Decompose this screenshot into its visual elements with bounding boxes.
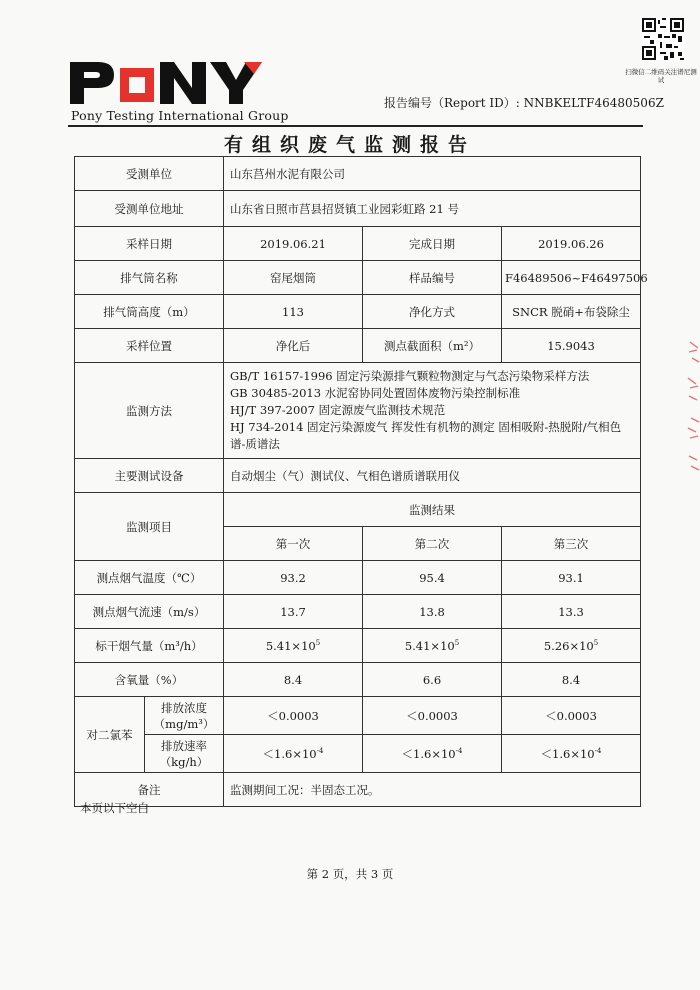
page-number: 第 2 页，共 3 页 [306,867,394,881]
cell-mantissa: ＜1.6×10 [262,746,317,761]
table-row [75,157,641,191]
table-row [75,227,641,261]
client-label: 受测单位 [75,157,224,191]
cell-exponent: 5 [454,638,460,647]
address-label: 受测单位地址 [75,191,224,227]
cell-exponent: -4 [455,746,463,755]
sample-no-label: 样品编号 [363,261,502,295]
conc-unit: （mg/m³） [153,716,215,731]
sampling-date: 2019.06.21 [224,227,363,261]
method-item: HJ/T 397-2007 固定源废气监测技术规范 [230,403,446,417]
run-header: 第三次 [502,527,641,561]
complete-date: 2019.06.26 [502,227,641,261]
result-label: 监测结果 [224,493,641,527]
row-label: 标干烟气量（m³/h） [75,629,224,663]
cell-value: 95.4 [363,561,502,595]
cell-exponent: -4 [316,746,324,755]
purify-label: 净化方式 [363,295,502,329]
cell-value: 13.8 [363,595,502,629]
cell-value: 8.4 [502,663,641,697]
table-row [75,663,641,697]
report-id: 报告编号（Report ID）: NNBKELTF46480506Z [384,96,664,110]
qr-caption: 扫微信二维码关注谱尼测试 [625,68,697,84]
cell-mantissa: 5.41×10 [404,638,455,653]
cell-mantissa: ＜1.6×10 [401,746,456,761]
header-divider [68,125,643,127]
cell-exponent: -4 [594,746,602,755]
row-label: 含氧量（%） [75,663,224,697]
stack-name: 窑尾烟筒 [224,261,363,295]
rate-unit: （kg/h） [159,754,209,769]
table-row [75,493,641,527]
run-header: 第二次 [363,527,502,561]
cell-value: 13.3 [502,595,641,629]
table-row [75,595,641,629]
cell-value: 93.2 [224,561,363,595]
method-list [224,363,641,459]
purify-value: SNCR 脱硝+布袋除尘 [502,295,641,329]
pollutant-label: 对二氯苯 [75,697,145,773]
table-row [75,191,641,227]
rate-label [145,735,224,773]
row-label: 测点烟气流速（m/s） [75,595,224,629]
table-row [75,329,641,363]
item-label: 监测项目 [75,493,224,561]
blank-below-note: 本页以下空白 [80,801,149,815]
table-row [75,561,641,595]
cell-value [502,735,641,773]
row-label: 测点烟气温度（℃） [75,561,224,595]
table-row [75,295,641,329]
cell-value: 8.4 [224,663,363,697]
cell-value: ＜0.0003 [363,697,502,735]
remark-label: 备注 [75,773,224,807]
table-row [75,629,641,663]
table-row [75,697,641,735]
company-name: Pony Testing International Group [71,108,289,123]
stack-height-label: 排气筒高度（m） [75,295,224,329]
table-row [75,735,641,773]
position-label: 采样位置 [75,329,224,363]
sampling-date-label: 采样日期 [75,227,224,261]
equipment-value: 自动烟尘（气）测试仪、气相色谱质谱联用仪 [224,459,641,493]
rate-label-line: 排放速率 [161,738,207,753]
sample-no: F46489506~F46497506 [502,261,641,295]
cell-value: 6.6 [363,663,502,697]
address-value: 山东省日照市莒县招贤镇工业园彩虹路 21 号 [224,191,641,227]
stack-name-label: 排气筒名称 [75,261,224,295]
area-label: 测点截面积（m²） [363,329,502,363]
table-row [75,261,641,295]
position-value: 净化后 [224,329,363,363]
cell-mantissa: ＜1.6×10 [540,746,595,761]
cell-value [224,629,363,663]
conc-label [145,697,224,735]
cell-exponent: 5 [315,638,321,647]
method-label: 监测方法 [75,363,224,459]
cell-value [502,629,641,663]
page-title: 有组织废气监测报告 [223,134,476,156]
table-row [75,459,641,493]
cell-value: 13.7 [224,595,363,629]
equipment-label: 主要测试设备 [75,459,224,493]
conc-label-line: 排放浓度 [161,700,207,715]
cell-value [363,629,502,663]
client-value: 山东莒州水泥有限公司 [224,157,641,191]
method-item: HJ 734-2014 固定污染源废气 挥发性有机物的测定 固相吸附-热脱附/气相色谱-质谱法 [230,420,622,451]
table-row [75,773,641,807]
method-item: GB 30485-2013 水泥窑协同处置固体废物污染控制标准 [230,386,521,400]
cell-exponent: 5 [593,638,599,647]
qr-code-icon [642,18,684,60]
remark-value: 监测期间工况：半固态工况。 [224,773,641,807]
seal-stamp-icon [684,338,700,478]
area-value: 15.9043 [502,329,641,363]
pony-logo-icon [68,60,268,106]
cell-value: ＜0.0003 [224,697,363,735]
run-header: 第一次 [224,527,363,561]
company-logo [68,60,289,130]
stack-height: 113 [224,295,363,329]
report-table [74,156,648,807]
cell-value: ＜0.0003 [502,697,641,735]
cell-value: 93.1 [502,561,641,595]
method-item: GB/T 16157-1996 固定污染源排气颗粒物测定与气态污染物采样方法 [230,369,590,383]
cell-mantissa: 5.41×10 [265,638,316,653]
cell-value [363,735,502,773]
table-row [75,363,641,459]
cell-mantissa: 5.26×10 [543,638,594,653]
cell-value [224,735,363,773]
complete-date-label: 完成日期 [363,227,502,261]
